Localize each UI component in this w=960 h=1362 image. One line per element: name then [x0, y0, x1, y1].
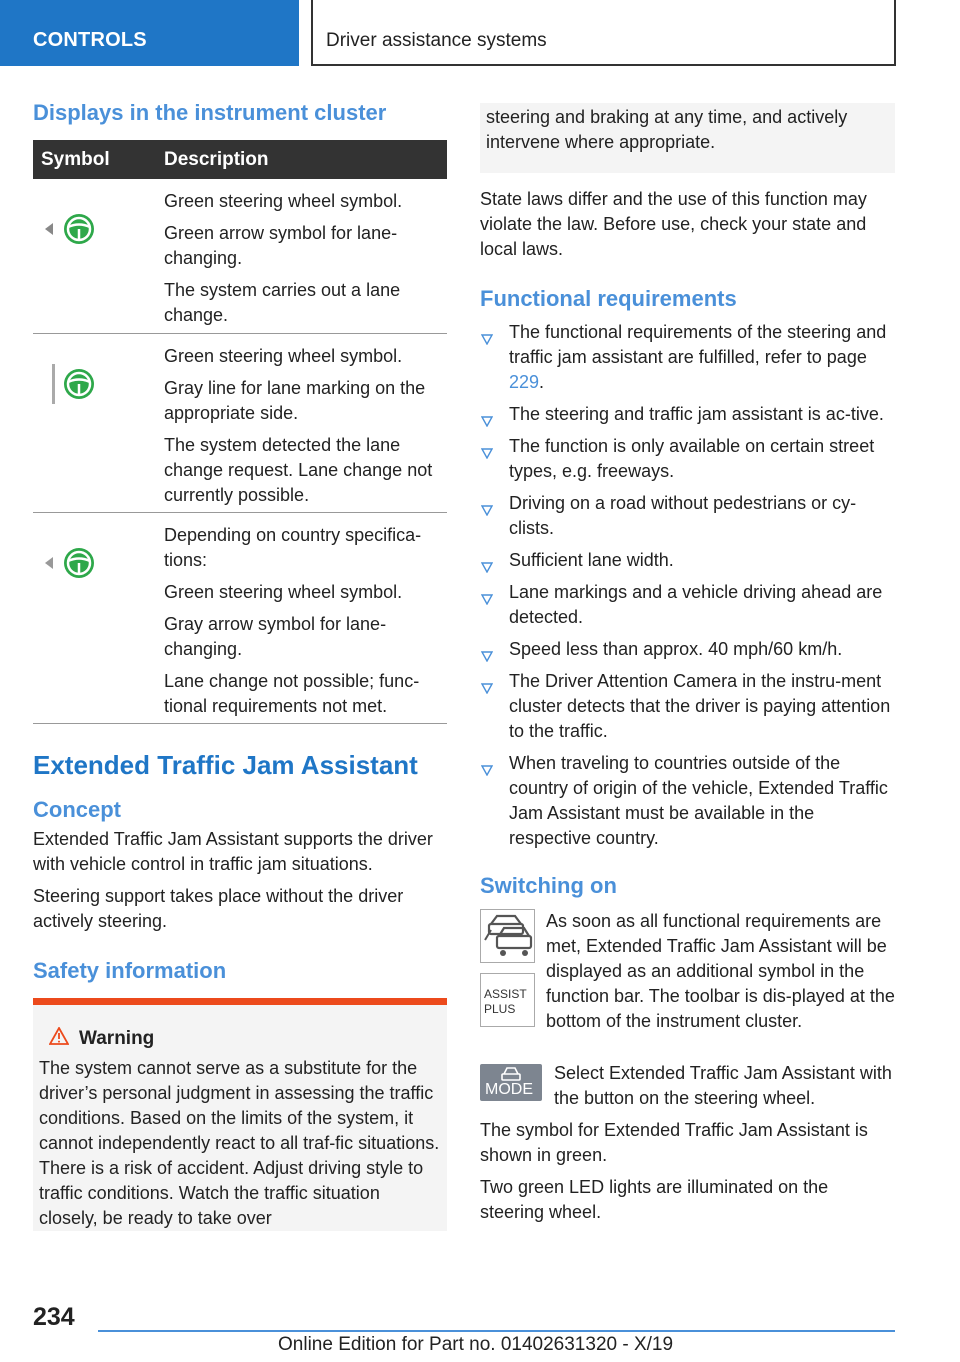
steering-wheel-arrow-left-gray-icon [43, 543, 103, 583]
warning-triangle-icon [49, 1027, 69, 1050]
row3-line1: Depending on country specifica-tions: [164, 525, 422, 570]
list-item [480, 491, 895, 541]
edition-text: Online Edition for Part no. 01402631320 - X/19 [278, 1334, 674, 1355]
row3-line2: Green steering wheel symbol. [164, 582, 403, 602]
row2-line3: The system detected the lane change request. Lane change not currently possible. [164, 435, 433, 505]
chapter-tab [311, 0, 896, 66]
row2-line1: Green steering wheel symbol. [164, 346, 403, 366]
requirement-text: The function is only available on certain street types, e.g. freeways. [509, 436, 875, 481]
warning-title-row [39, 1027, 441, 1050]
main-heading: Extended Traffic Jam Assistant [33, 750, 418, 780]
bullet-triangle-icon [481, 498, 493, 523]
list-item [480, 548, 895, 573]
requirement-text: Sufficient lane width. [509, 550, 674, 570]
table-row [33, 179, 447, 334]
page-number: 234 [33, 1303, 75, 1331]
bullet-triangle-icon [481, 676, 493, 701]
assist-label: ASSIST [484, 987, 527, 1001]
requirement-1-text: The functional requirements of the steering and traffic jam assistant are fulfilled, refer to page [509, 322, 887, 367]
requirement-text: Driving on a road without pedestrians or cy-clists. [509, 493, 857, 538]
row3-line3: Gray arrow symbol for lane-changing. [164, 614, 387, 659]
requirements-list [480, 320, 895, 851]
bullet-triangle-icon [481, 758, 493, 783]
bullet-triangle-icon [481, 327, 493, 352]
row1-line3: The system carries out a lane change. [164, 280, 401, 325]
col-description-header: Description [164, 148, 269, 170]
warning-box [33, 998, 447, 1231]
warning-text: The system cannot serve as a substitute for the driver’s personal judgment in assessing the traffic conditions. Based on the limits of the system, it cannot independently react to all traf-fic situations. There is a risk of accident. Adjust driving style to traffic conditions. Watch the traffic situation closely, be ready to take over [39, 1058, 440, 1228]
state-laws-paragraph: State laws differ and the use of this function may violate the law. Before use, check your state and local laws. [480, 189, 867, 259]
safety-heading: Safety information [33, 958, 227, 983]
section-tab [0, 0, 299, 66]
list-item [480, 402, 895, 427]
displays-heading: Displays in the instrument cluster [33, 100, 387, 125]
bullet-triangle-icon [481, 409, 493, 434]
bullet-triangle-icon [481, 555, 493, 580]
right-column [480, 103, 895, 1232]
row1-line1: Green steering wheel symbol. [164, 191, 403, 211]
list-item [480, 637, 895, 662]
row3-line4: Lane change not possible; func-tional requirements not met. [164, 671, 420, 716]
bullet-triangle-icon [481, 441, 493, 466]
switching-heading: Switching on [480, 873, 617, 898]
switching-paragraph-4: Two green LED lights are illuminated on the steering wheel. [480, 1177, 829, 1222]
switching-block [480, 909, 895, 1041]
switching-paragraph-1: As soon as all functional requirements are met, Extended Traffic Jam Assistant will be displayed as an additional symbol in the function bar. The toolbar is dis-played at the bottom of the instrument cluster. [546, 911, 895, 1031]
table-row [33, 513, 447, 724]
concept-paragraph-2: Steering support takes place without the driver actively steering. [33, 886, 404, 931]
list-item [480, 320, 895, 395]
switching-paragraph-2: Select Extended Traffic Jam Assistant with the button on the steering wheel. [554, 1063, 892, 1108]
mode-button-icon [480, 1064, 542, 1101]
plus-label: PLUS [484, 1002, 516, 1016]
switching-paragraph-3: The symbol for Extended Traffic Jam Assistant is shown in green. [480, 1120, 868, 1165]
mode-block [480, 1061, 895, 1118]
list-item [480, 751, 895, 851]
chapter-title: Driver assistance systems [326, 30, 547, 51]
steering-wheel-arrow-left-green-icon [43, 209, 103, 249]
requirement-text: The steering and traffic jam assistant is ac-tive. [509, 404, 884, 424]
steering-wheel-lane-line-icon [43, 362, 103, 402]
page-reference-link[interactable]: 229 [509, 372, 540, 392]
requirement-text: When traveling to countries outside of the country of origin of the vehicle, Extended Traffic Jam Assistant must be available in the respective country. [509, 753, 888, 848]
list-item [480, 434, 895, 484]
row2-line2: Gray line for lane marking on the appropriate side. [164, 378, 426, 423]
row1-line2: Green arrow symbol for lane-changing. [164, 223, 398, 268]
requirement-1-end: . [539, 372, 545, 392]
bullet-triangle-icon [481, 587, 493, 612]
concept-heading: Concept [33, 797, 121, 822]
table-header [33, 140, 447, 179]
left-column [33, 100, 447, 1231]
table-row [33, 334, 447, 513]
footer-divider [98, 1330, 895, 1332]
functional-heading: Functional requirements [480, 286, 737, 311]
section-title: CONTROLS [33, 29, 147, 51]
mode-label: MODE [485, 1081, 533, 1098]
requirement-text: Speed less than approx. 40 mph/60 km/h. [509, 639, 843, 659]
traffic-jam-assistant-icon [480, 909, 535, 963]
requirement-text: Lane markings and a vehicle driving ahead are detected. [509, 582, 883, 627]
symbol-table [33, 140, 447, 724]
requirement-text: The Driver Attention Camera in the instru-ment cluster detects that the driver is paying attention to the traffic. [509, 671, 891, 741]
warning-title: Warning [79, 1027, 155, 1049]
bullet-triangle-icon [481, 644, 493, 669]
list-item [480, 580, 895, 630]
col-symbol-header: Symbol [41, 148, 110, 170]
warning-continuation-text: steering and braking at any time, and actively intervene where appropriate. [486, 107, 848, 152]
concept-paragraph-1: Extended Traffic Jam Assistant supports the driver with vehicle control in traffic jam situations. [33, 829, 433, 874]
list-item [480, 669, 895, 744]
warning-continuation-box [480, 103, 895, 173]
assist-plus-icon [480, 973, 535, 1027]
